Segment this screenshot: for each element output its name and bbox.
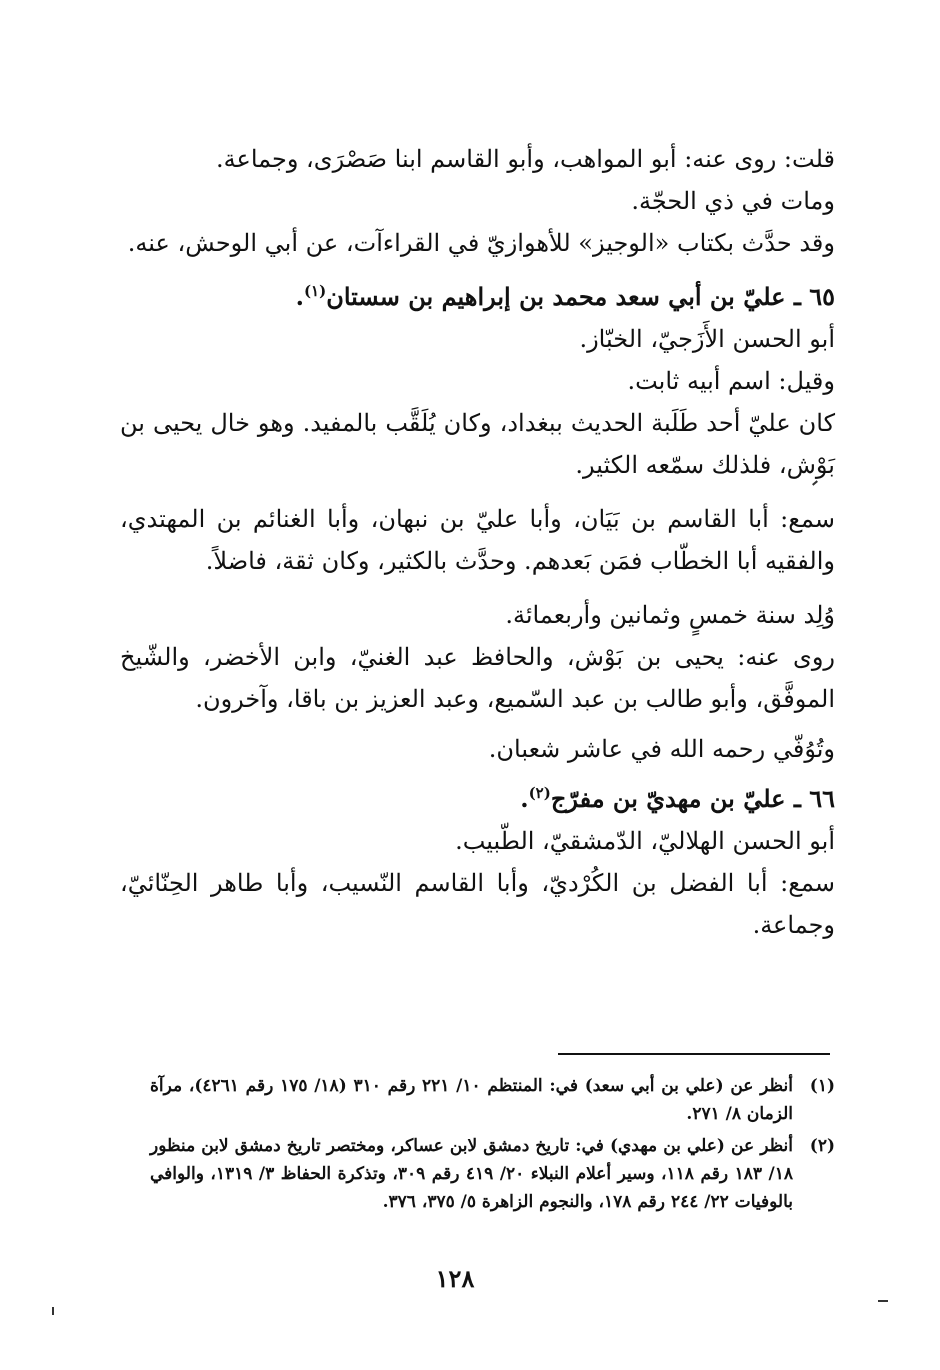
entry-end: . <box>295 282 304 311</box>
paragraph: أبو الحسن الهلاليّ، الدّمشقيّ، الطّبيب. <box>455 827 835 855</box>
paragraph: وقيل: اسم أبيه ثابت. <box>627 367 835 395</box>
scan-speck <box>52 1307 54 1315</box>
paragraph: روى عنه: يحيى بن بَوْش، والحافظ عبد الغنيّ، وابن الأخضر، والشّيخ الموفَّق، وأبو طالب بن عبد السّميع، وعبد العزيز بن باقا، وآخرون. <box>120 643 835 713</box>
paragraph: وقد حدَّث بكتاب «الوجيز» للأهوازيّ في القراءآت، عن أبي الوحش، عنه. <box>127 229 835 257</box>
paragraph: وُلِد سنة خمسٍ وثمانين وأربعمائة. <box>505 601 835 629</box>
footnote <box>150 1132 835 1216</box>
paragraph: سمع: أبا القاسم بن بَيَان، وأبا عليّ بن نبهان، وأبا الغنائم بن المهتدي، والفقيه أبا الخطّاب فمَن بَعدهم. وحدَّث بالكثير، وكان ثقة، فاضلاً. <box>120 505 835 575</box>
entry-number: ٦٥ ـ <box>793 282 835 311</box>
footnote-text: أنظر عن (علي بن مهدي) في: تاريخ دمشق لابن عساكر، ومختصر تاريخ دمشق لابن منظور ١٨/ ١٨٣ رقم ١١٨، وسير أعلام النبلاء ٢٠/ ٤١٩ رقم ٣٠٩، وتذكرة الحفاظ ٣/ ١٣١٩، والوافي بالوفيات ٢٢/ ٢٤٤ رقم ١٧٨، والنجوم الزاهرة ٥/ ٣٧٥، ٣٧٦. <box>150 1136 793 1212</box>
page-number: ١٢٨ <box>435 1264 475 1293</box>
footnote-text: أنظر عن (علي بن أبي سعد) في: المنتظم ١٠/ ٢٢١ رقم ٣١٠ (١٨/ ١٧٥ رقم ٤٢٦١)، مرآة الزمان ٨/ ٢٧١. <box>150 1076 793 1124</box>
paragraph: كان عليّ أحد طَلَبة الحديث ببغداد، وكان يُلَقَّب بالمفيد. وهو خال يحيى بن بَوْش، فلذلك سمّعه الكثير. <box>120 409 835 479</box>
entry-end: . <box>520 784 529 813</box>
footnote-ref: (١) <box>303 282 327 300</box>
paragraph: وتُوُفّي رحمه الله في عاشر شعبان. <box>488 735 835 763</box>
paragraph: قلت: روى عنه: أبو المواهب، وأبو القاسم ابنا صَصْرَى، وجماعة. <box>216 145 835 173</box>
main-text <box>120 138 835 946</box>
entry-heading-65 <box>120 276 835 318</box>
paragraph: أبو الحسن الأَزَجيّ، الخبّاز. <box>579 325 835 353</box>
paragraph: سمع: أبا الفضل بن الكُرْديّ، وأبا القاسم النّسيب، وأبا طاهر الحِنّائيّ، وجماعة. <box>120 869 835 939</box>
entry-number: ٦٦ ـ <box>793 784 835 813</box>
footnote-divider <box>558 1053 830 1055</box>
scan-speck <box>878 1300 888 1302</box>
entry-heading-66 <box>120 778 835 820</box>
entry-name: عليّ بن مهديّ بن مفرّج <box>550 784 786 813</box>
paragraph: ومات في ذي الحجّة. <box>631 187 835 215</box>
footnote-number: (٢) <box>809 1136 835 1156</box>
footnotes <box>150 1072 835 1220</box>
entry-name: عليّ بن أبي سعد محمد بن إبراهيم بن سستان <box>326 282 786 311</box>
footnote-ref: (٢) <box>528 784 551 802</box>
footnote-number: (١) <box>809 1076 835 1096</box>
footnote <box>150 1072 835 1128</box>
